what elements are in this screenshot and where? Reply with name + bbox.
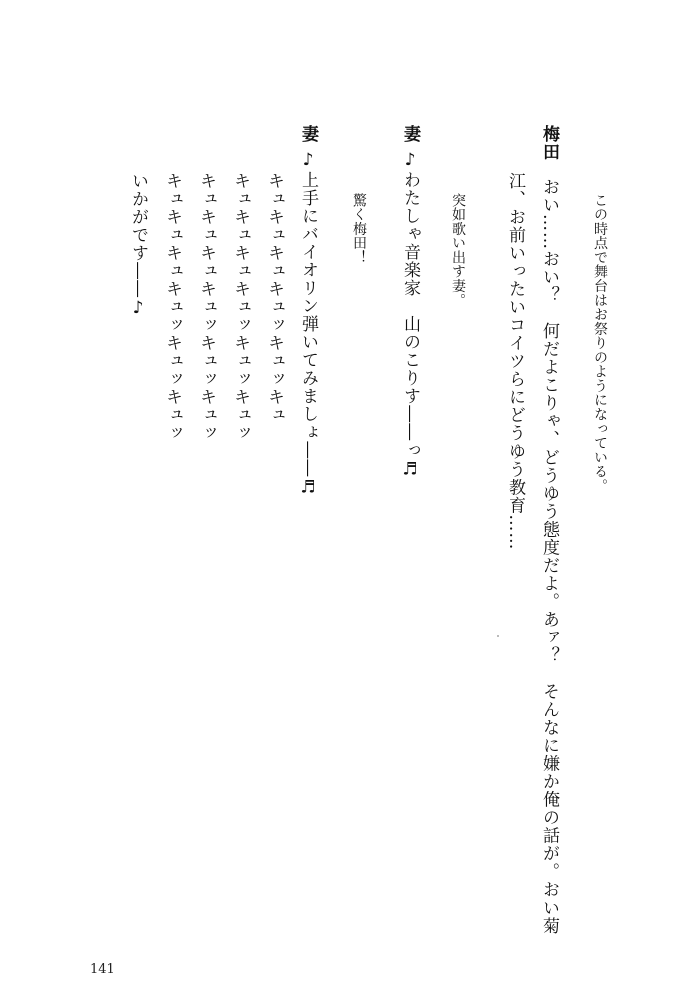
- wife-song-line-2-col-5: キュキュキュキュッキュッキュッ: [162, 172, 182, 443]
- speaker-wife-2: 妻: [298, 125, 318, 144]
- speaker-wife-1: 妻: [400, 125, 420, 144]
- wife-song-line-1: ♪わたしゃ音楽家 山のこりす――っ♬: [400, 150, 420, 481]
- wife-song-line-2-col-1: ♪上手にバイオリン弾いてみましょ――♬: [298, 150, 318, 499]
- wife-song-line-2-col-2: キュキュキュキュッキュッキュ: [264, 172, 284, 425]
- stage-direction-wife-sings: 突如歌い出す妻。: [450, 193, 466, 308]
- speaker-umeda: 梅田: [539, 125, 559, 162]
- wife-song-line-2-col-4: キュキュキュキュッキュッキュッ: [196, 172, 216, 443]
- wife-song-line-2-col-3: キュキュキュキュッキュッキュッ: [230, 172, 250, 443]
- wife-song-line-2-col-6: いかがです――♪: [128, 172, 148, 320]
- page-number: 141: [90, 962, 115, 977]
- paper-speck: [497, 635, 499, 637]
- stage-direction-festival: この時点で舞台はお祭りのようになっている。: [592, 193, 608, 493]
- umeda-line-col-2: 江、お前いったいコイツらにどうゆう教育……: [505, 172, 525, 551]
- stage-direction-umeda-surprised: 驚く梅田！: [351, 193, 367, 265]
- umeda-line-col-1: おい……おい？ 何だよこりゃ、どうゆう態度だよ。あァ？ そんなに嫌か俺の話が。おい菊: [539, 178, 559, 935]
